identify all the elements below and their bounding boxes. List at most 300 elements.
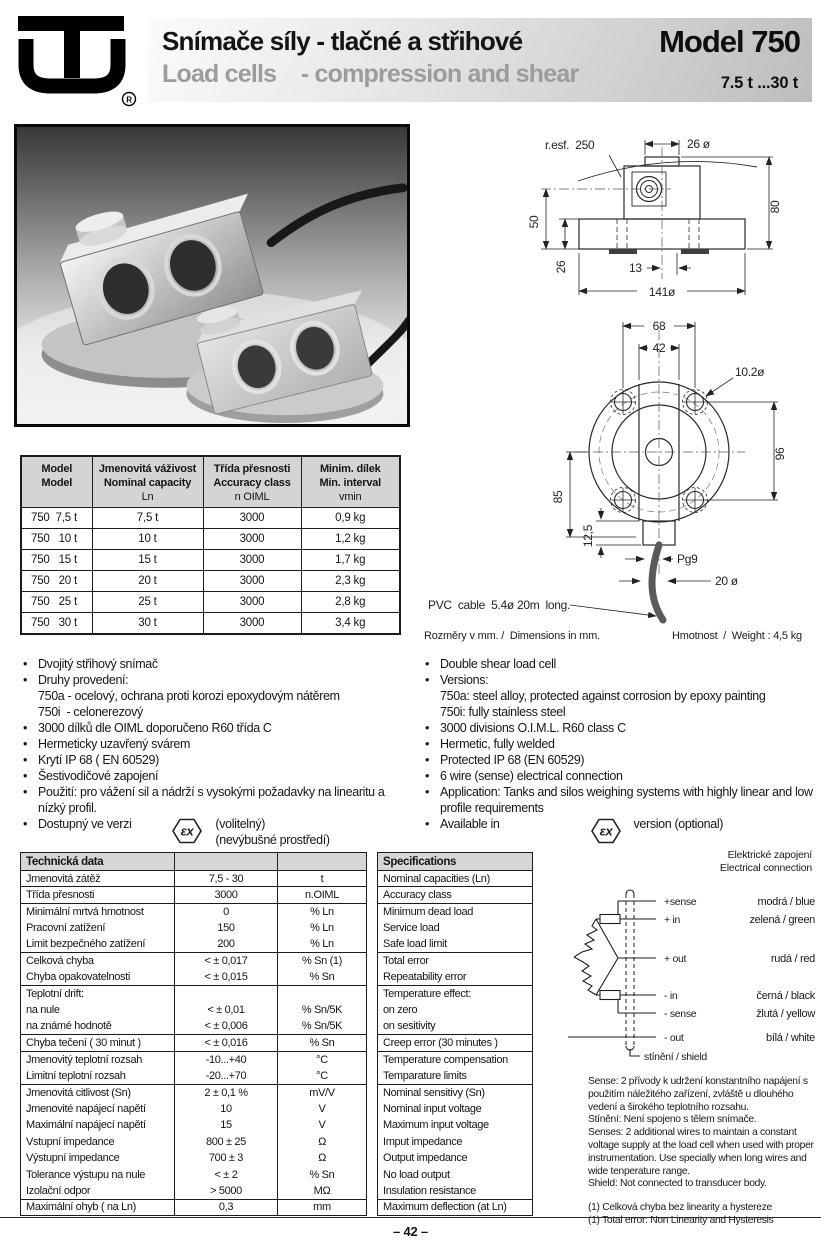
- tech-value: < ± 2: [175, 1166, 278, 1182]
- feature-text: Double shear load cell: [440, 657, 556, 671]
- tech-label-cs: Jmenovitá citlivost (Sn): [21, 1084, 175, 1100]
- empty-header: [175, 853, 278, 871]
- wire-color-label: žlutá / yellow: [756, 1008, 815, 1020]
- table-row: [21, 1183, 367, 1199]
- dim-boss-diameter: 20 ø: [715, 574, 738, 588]
- table-header-row: [21, 853, 367, 871]
- header-line: Model: [41, 477, 73, 489]
- feature-text: Available in: [440, 817, 500, 831]
- feature-text: 3000 dílků dle OIML doporučeno R60 třída C: [38, 721, 272, 735]
- tech-label-cs: Maximální napájecí napětí: [21, 1117, 175, 1133]
- tech-table-en-body: [378, 853, 533, 1216]
- list-item: [22, 720, 414, 736]
- model-cell: 750 30 t: [21, 613, 92, 634]
- dim-height: 80: [768, 200, 782, 214]
- tech-unit: % Sn: [278, 969, 367, 985]
- tech-label-en: Safe load limit: [378, 936, 533, 952]
- table-row: [21, 613, 400, 634]
- ex-atex-icon: [588, 816, 624, 846]
- feature-text: Dostupný ve verzi: [38, 817, 132, 831]
- table-row: [21, 508, 400, 529]
- table-row: [378, 1101, 533, 1117]
- electrical-title: [600, 849, 812, 875]
- gland-label: Pg9: [677, 552, 698, 566]
- series-resistor-icon: [600, 991, 620, 1000]
- electrical-title-cs: Elektrické zapojení: [727, 849, 812, 861]
- table-row: [21, 986, 367, 1002]
- tech-value: 3000: [175, 887, 278, 903]
- accuracy-cell: 3000: [203, 529, 301, 550]
- tech-label-en: Output impedance: [378, 1150, 533, 1166]
- tech-value: 800 ± 25: [175, 1134, 278, 1150]
- table-row: [378, 1068, 533, 1084]
- wire-signal-label: +sense: [664, 896, 697, 908]
- list-item: [424, 736, 816, 752]
- electrical-notes: [588, 1076, 821, 1191]
- tech-value: < ± 0,006: [175, 1018, 278, 1034]
- column-header: [21, 456, 92, 508]
- table-row: [378, 871, 533, 887]
- table-row: [378, 1134, 533, 1150]
- column-header: [203, 456, 301, 508]
- tech-table-en: [377, 852, 533, 1216]
- table-row: [378, 1051, 533, 1067]
- dim-flange-thickness: 26: [554, 260, 568, 274]
- tech-title-cs: Technická data: [21, 853, 175, 871]
- tech-unit: Ω: [278, 1134, 367, 1150]
- tech-label-en: Maximum input voltage: [378, 1117, 533, 1133]
- feature-with-badge: [440, 816, 816, 846]
- tech-table-cs-body: [21, 853, 367, 1216]
- tech-label-cs: Minimální mrtvá hmotnost: [21, 903, 175, 919]
- table-row: [21, 1199, 367, 1215]
- bullet-icon: •: [425, 769, 430, 783]
- tech-title-en: Specifications: [378, 853, 533, 871]
- feature-text: Hermeticky uzavřený svárem: [38, 737, 191, 751]
- registered-mark-letter: R: [126, 95, 132, 105]
- table-row: [378, 986, 533, 1002]
- caption-dimensions: Rozměry v mm. / Dimensions in mm.: [424, 630, 600, 642]
- list-item: [424, 656, 816, 672]
- shield-label: stínění / shield: [644, 1051, 707, 1063]
- table-row: [21, 969, 367, 985]
- list-item: [424, 816, 816, 846]
- header-line: Třída přesnosti: [213, 463, 291, 475]
- table-row: [378, 936, 533, 952]
- tech-label-en: Creep error (30 minutes ): [378, 1035, 533, 1051]
- tech-label-cs: Vstupní impedance: [21, 1134, 175, 1150]
- tech-label-en: Nominal capacities (Ln): [378, 871, 533, 887]
- accuracy-cell: 3000: [203, 571, 301, 592]
- feature-text: Druhy provedení:: [38, 673, 129, 687]
- tech-label-cs: Jmenovitá zátěž: [21, 871, 175, 887]
- feature-text: Použití: pro vážení sil a nádrží s vysokými požadavky na linearitu a nízký profil.: [38, 785, 385, 815]
- model-cell: 750 25 t: [21, 592, 92, 613]
- bridge-resistor-icon: [574, 957, 596, 995]
- header-line: Min. interval: [319, 477, 382, 489]
- tech-label-cs: Jmenovité napájecí napětí: [21, 1101, 175, 1117]
- tech-label-en: No load output: [378, 1166, 533, 1182]
- tech-label-cs: Celková chyba: [21, 953, 175, 969]
- tech-unit: % Ln: [278, 903, 367, 919]
- header-line: vmin: [339, 491, 362, 503]
- badge-captions: [634, 816, 724, 832]
- features-en-list: [424, 656, 816, 846]
- tech-label-en: Temperature effect:: [378, 986, 533, 1002]
- tech-value: < ± 0,01: [175, 1002, 278, 1018]
- dim-block-length: 68: [652, 319, 666, 333]
- interval-cell: 1,2 kg: [301, 529, 400, 550]
- capacity-cell: 7,5 t: [92, 508, 203, 529]
- tech-label-en: Nominal input voltage: [378, 1101, 533, 1117]
- accuracy-cell: 3000: [203, 613, 301, 634]
- tech-value: -20...+70: [175, 1068, 278, 1084]
- tech-unit: n.OIML: [278, 887, 367, 903]
- tech-label-cs: Tolerance výstupu na nule: [21, 1166, 175, 1182]
- table-row: [21, 936, 367, 952]
- page-number: – 42 –: [393, 1224, 428, 1239]
- bullet-icon: •: [23, 721, 28, 735]
- table-row: [378, 1117, 533, 1133]
- feature-subline: 750i: fully stainless steel: [440, 705, 566, 719]
- table-row: [378, 887, 533, 903]
- dim-cap-diameter: 26 ø: [687, 137, 710, 151]
- model-cell: 750 15 t: [21, 550, 92, 571]
- feature-text: Krytí IP 68 ( EN 60529): [38, 753, 159, 767]
- dim-spherical-radius: r.esf. 250: [545, 138, 595, 152]
- column-header: [92, 456, 203, 508]
- feature-with-badge: [38, 816, 414, 848]
- bullet-icon: •: [425, 673, 430, 687]
- table-row: [21, 1166, 367, 1182]
- wire-color-label: rudá / red: [770, 953, 815, 965]
- dim-hole-offset: 13: [629, 261, 642, 275]
- side-view-drawing: [521, 127, 821, 315]
- table-row: [21, 1101, 367, 1117]
- bullet-icon: •: [425, 817, 430, 831]
- tech-label-en: on sesitivity: [378, 1018, 533, 1034]
- bullet-icon: •: [23, 657, 28, 671]
- capacity-table: [20, 455, 401, 635]
- tech-label-cs: Pracovní zatížení: [21, 920, 175, 936]
- wire-signal-label: - sense: [664, 1008, 697, 1020]
- tech-unit: [278, 986, 367, 1002]
- tech-value: < ± 0,016: [175, 1035, 278, 1051]
- wire-color-label: bílá / white: [766, 1032, 815, 1044]
- tech-value: 0: [175, 903, 278, 919]
- tech-label-en: Nominal sensitivy (Sn): [378, 1084, 533, 1100]
- capacity-table-body: [21, 456, 400, 634]
- tech-label-cs: Třída přesnosti: [21, 887, 175, 903]
- tech-label-en: Imput impedance: [378, 1134, 533, 1150]
- tech-label-cs: Chyba opakovatelnosti: [21, 969, 175, 985]
- bullet-icon: •: [23, 785, 28, 799]
- tech-unit: % Ln: [278, 920, 367, 936]
- tech-label-cs: na nule: [21, 1002, 175, 1018]
- note-paragraph: Sense: 2 přívody k udržení konstantního napájení s použitím náležitého zařízení, zvláště u dlouhého vedení a širokého teplotního rozsahu.: [588, 1076, 808, 1113]
- tech-unit: V: [278, 1117, 367, 1133]
- tech-label-cs: Jmenovitý teplotní rozsah: [21, 1051, 175, 1067]
- wire-signal-label: - in: [664, 990, 678, 1002]
- tech-value: < ± 0,017: [175, 953, 278, 969]
- table-row: [21, 871, 367, 887]
- tech-label-cs: Limit bezpečného zatížení: [21, 936, 175, 952]
- bullet-icon: •: [23, 673, 28, 687]
- tech-table-cs: [20, 852, 367, 1216]
- table-row: [21, 1150, 367, 1166]
- list-item: [22, 816, 414, 848]
- empty-header: [278, 853, 367, 871]
- table-row: [21, 571, 400, 592]
- tech-label-en: Insulation resistance: [378, 1183, 533, 1199]
- tech-value: [175, 986, 278, 1002]
- tech-label-cs: Výstupní impedance: [21, 1150, 175, 1166]
- model-cell: 750 20 t: [21, 571, 92, 592]
- table-row: [21, 887, 367, 903]
- feature-subline: 750a - ocelový, ochrana proti korozi epoxydovým nátěrem: [38, 689, 340, 703]
- table-row: [378, 1084, 533, 1100]
- tech-label-en: on zero: [378, 1002, 533, 1018]
- tech-label-en: Repeatability error: [378, 969, 533, 985]
- dim-center-to-edge: 85: [551, 490, 565, 504]
- tech-value: 7,5 - 30: [175, 871, 278, 887]
- note-paragraph: Senses: 2 additional wires to maintain a constant voltage supply at the load cell when used with proper instrumentation. Use specially when long wires and wide tenperature range.: [588, 1127, 814, 1177]
- ex-symbol-text: εx: [181, 823, 194, 839]
- bullet-icon: •: [425, 785, 430, 799]
- table-row: [21, 903, 367, 919]
- feature-text: Protected IP 68 (EN 60529): [440, 753, 585, 767]
- tech-unit: % Sn/5K: [278, 1002, 367, 1018]
- list-item: [22, 656, 414, 672]
- bullet-icon: •: [23, 769, 28, 783]
- interval-cell: 2,8 kg: [301, 592, 400, 613]
- header-line: Accuracy class: [213, 477, 291, 489]
- page-title-cs: Snímače síly - tlačné a střihové: [162, 26, 523, 56]
- table-row: [21, 550, 400, 571]
- accuracy-cell: 3000: [203, 550, 301, 571]
- capacity-cell: 30 t: [92, 613, 203, 634]
- feature-text: Versions:: [440, 673, 489, 687]
- capacity-cell: 20 t: [92, 571, 203, 592]
- dim-flange-diameter: 141ø: [648, 285, 676, 299]
- dim-hole-diameter: 10.2ø: [735, 365, 765, 379]
- wire-signal-label: + in: [664, 914, 681, 926]
- table-row: [378, 903, 533, 919]
- feature-subline: 750a: steel alloy, protected against corrosion by epoxy painting: [440, 689, 766, 703]
- bullet-icon: •: [23, 753, 28, 767]
- series-resistor-icon: [600, 915, 620, 924]
- tech-label-cs: Teplotní drift:: [21, 986, 175, 1002]
- header-line: Ln: [141, 491, 154, 503]
- list-item: [424, 720, 816, 736]
- capacity-range: 7.5 t ...30 t: [720, 74, 798, 92]
- features-cs-list: [22, 656, 414, 848]
- model-number: Model 750: [659, 24, 800, 59]
- tech-unit: °C: [278, 1068, 367, 1084]
- wire-color-label: černá / black: [756, 990, 815, 1002]
- list-item: [22, 752, 414, 768]
- table-row: [21, 1084, 367, 1100]
- tech-unit: % Sn/5K: [278, 1018, 367, 1034]
- bridge-resistor-icon: [574, 919, 597, 957]
- tech-label-en: Temperature compensation: [378, 1051, 533, 1067]
- table-row: [21, 592, 400, 613]
- table-row: [21, 1117, 367, 1133]
- table-row: [21, 1134, 367, 1150]
- table-row: [378, 1018, 533, 1034]
- table-row: [378, 1035, 533, 1051]
- dim-gland-offset: 12,5: [581, 524, 595, 548]
- badge-caption-line: (nevýbušné prostředí): [215, 833, 330, 847]
- header-line: Nominal capacity: [103, 477, 192, 489]
- table-row: [21, 1068, 367, 1084]
- caption-weight: Hmotnost / Weight : 4,5 kg: [672, 630, 802, 642]
- tech-label-cs: Maximální ohyb ( na Ln): [21, 1199, 175, 1215]
- table-row: [21, 1002, 367, 1018]
- feature-subline: 750i - celonerezový: [38, 705, 143, 719]
- utilcell-logo: [8, 12, 138, 110]
- table-row: [21, 529, 400, 550]
- accuracy-cell: 3000: [203, 508, 301, 529]
- list-item: [424, 768, 816, 784]
- tech-unit: MΩ: [278, 1183, 367, 1199]
- tech-label-cs: na známé hodnotě: [21, 1018, 175, 1034]
- tech-value: 2 ± 0,1 %: [175, 1084, 278, 1100]
- tech-value: > 5000: [175, 1183, 278, 1199]
- table-row: [21, 1018, 367, 1034]
- tech-value: 200: [175, 936, 278, 952]
- table-header-row: [21, 456, 400, 508]
- interval-cell: 1,7 kg: [301, 550, 400, 571]
- model-cell: 750 10 t: [21, 529, 92, 550]
- bullet-icon: •: [425, 721, 430, 735]
- capacity-cell: 25 t: [92, 592, 203, 613]
- electrical-diagram: [566, 886, 821, 1071]
- tech-unit: % Sn: [278, 1035, 367, 1051]
- tech-unit: V: [278, 1101, 367, 1117]
- tech-unit: % Sn: [278, 1166, 367, 1182]
- bullet-icon: •: [23, 737, 28, 751]
- tech-label-cs: Limitní teplotní rozsah: [21, 1068, 175, 1084]
- product-photo: [14, 124, 410, 427]
- header-line: n OIML: [234, 491, 270, 503]
- table-row: [378, 1166, 533, 1182]
- table-row: [378, 953, 533, 969]
- tech-value: 15: [175, 1117, 278, 1133]
- top-view-drawing: [420, 312, 821, 632]
- table-row: [378, 1183, 533, 1199]
- feature-text: Dvojitý střihový snímač: [38, 657, 158, 671]
- tech-value: 150: [175, 920, 278, 936]
- ex-atex-icon: [169, 816, 205, 846]
- tech-unit: mV/V: [278, 1084, 367, 1100]
- model-cell: 750 7,5 t: [21, 508, 92, 529]
- tech-unit: % Sn (1): [278, 953, 367, 969]
- list-item: [22, 736, 414, 752]
- list-item: [424, 784, 816, 816]
- tech-label-en: Total error: [378, 953, 533, 969]
- wire-signal-label: - out: [664, 1032, 684, 1044]
- tech-value: -10...+40: [175, 1051, 278, 1067]
- feature-text: Šestivodičové zapojení: [38, 769, 159, 783]
- dim-pin-height: 50: [527, 215, 541, 229]
- bullet-icon: •: [425, 737, 430, 751]
- bullet-icon: •: [23, 817, 28, 831]
- tech-value: 700 ± 3: [175, 1150, 278, 1166]
- feature-text: 3000 divisions O.I.M.L. R60 class C: [440, 721, 626, 735]
- bullet-icon: •: [425, 657, 430, 671]
- feature-text: 6 wire (sense) electrical connection: [440, 769, 623, 783]
- interval-cell: 2,3 kg: [301, 571, 400, 592]
- bullet-icon: •: [425, 753, 430, 767]
- table-header-row: [378, 853, 533, 871]
- feature-text: Hermetic, fully welded: [440, 737, 555, 751]
- dim-block-width: 42: [652, 341, 666, 355]
- list-item: [22, 672, 414, 720]
- interval-cell: 3,4 kg: [301, 613, 400, 634]
- tech-value: < ± 0,015: [175, 969, 278, 985]
- list-item: [424, 752, 816, 768]
- tech-label-en: Maximum deflection (at Ln): [378, 1199, 533, 1215]
- tech-label-en: Service load: [378, 920, 533, 936]
- feature-text: Application: Tanks and silos weighing systems with highly linear and low profile requirements: [440, 785, 813, 815]
- wire-signal-label: + out: [664, 953, 687, 965]
- list-item: [22, 768, 414, 784]
- tech-label-en: Accuracy class: [378, 887, 533, 903]
- tech-unit: t: [278, 871, 367, 887]
- footnote-line: (1) Total error: Non Linearity and Hysteresis: [588, 1214, 774, 1226]
- tech-label-cs: Izolační odpor: [21, 1183, 175, 1199]
- capacity-cell: 10 t: [92, 529, 203, 550]
- header-line: Jmenovitá váživost: [98, 463, 197, 475]
- footnote-line: (1) Celková chyba bez linearity a hystereze: [588, 1202, 772, 1214]
- header-banner: [148, 18, 812, 102]
- table-row: [21, 953, 367, 969]
- list-item: [424, 672, 816, 720]
- table-row: [378, 969, 533, 985]
- header-line: Minim. dílek: [319, 463, 381, 475]
- tech-unit: °C: [278, 1051, 367, 1067]
- table-row: [21, 920, 367, 936]
- tech-label-en: Minimum dead load: [378, 903, 533, 919]
- tech-unit: mm: [278, 1199, 367, 1215]
- table-row: [21, 1035, 367, 1051]
- interval-cell: 0,9 kg: [301, 508, 400, 529]
- wire-color-label: zelená / green: [749, 914, 815, 926]
- ex-symbol-text: εx: [599, 823, 612, 839]
- capacity-cell: 15 t: [92, 550, 203, 571]
- cable-label: PVC cable 5.4ø 20m long.: [428, 598, 570, 612]
- table-row: [378, 1150, 533, 1166]
- column-header: [301, 456, 400, 508]
- tech-unit: % Ln: [278, 936, 367, 952]
- tech-label-cs: Chyba tečení ( 30 minut ): [21, 1035, 175, 1051]
- accuracy-cell: 3000: [203, 592, 301, 613]
- table-row: [378, 1199, 533, 1215]
- electrical-notes-wrap: [588, 1076, 821, 1228]
- note-paragraph: Shield: Not connected to transducer body.: [588, 1178, 767, 1190]
- badge-caption-line: (volitelný): [215, 817, 266, 831]
- note-paragraph: Stínění: Není spojeno s tělem snímače.: [588, 1114, 757, 1126]
- tech-value: 10: [175, 1101, 278, 1117]
- badge-caption-line: version (optional): [633, 817, 724, 831]
- page-footer: [0, 1214, 821, 1239]
- table-row: [378, 1002, 533, 1018]
- tech-label-en: Temparature limits: [378, 1068, 533, 1084]
- dim-bolt-spacing: 96: [773, 447, 787, 461]
- electrical-title-en: Electrical connection: [719, 862, 812, 874]
- wire-color-label: modrá / blue: [757, 896, 815, 908]
